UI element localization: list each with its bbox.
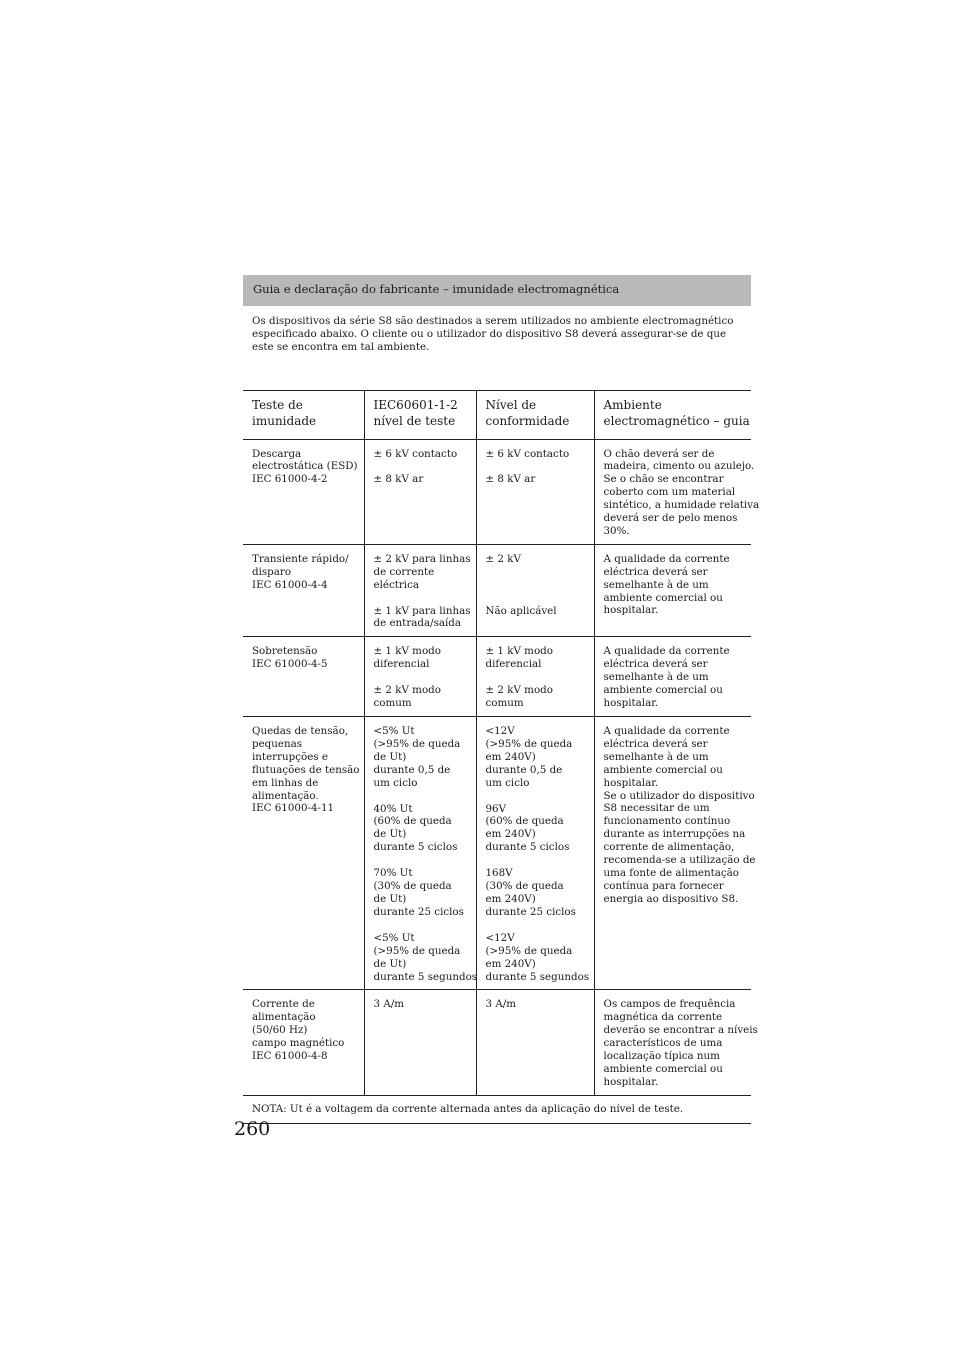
line-gap bbox=[486, 579, 588, 592]
cell-line: <12V bbox=[485, 725, 515, 737]
cell-line: durante 5 segundos bbox=[485, 970, 590, 983]
cell-line: IEC 61000-4-8 bbox=[252, 1050, 328, 1063]
header-line: Teste de bbox=[252, 398, 303, 412]
cell-line: durante 0,5 de bbox=[485, 763, 563, 776]
cell-line: ambiente comercial ou bbox=[603, 591, 723, 604]
line-gap bbox=[486, 592, 588, 605]
cell-line: ± 1 kV para linhas bbox=[373, 604, 471, 617]
cell-line: (>95% de queda bbox=[485, 737, 573, 750]
cell-line: eléctrica deverá ser bbox=[603, 737, 708, 750]
cell-line: semelhante à de um bbox=[603, 750, 709, 763]
cell-line: ± 8 kV ar bbox=[485, 473, 536, 486]
cell-line: durante 25 ciclos bbox=[485, 905, 576, 918]
cell-line: característicos de uma bbox=[603, 1037, 723, 1050]
cell-line: deverão se encontrar a níveis bbox=[603, 1024, 758, 1037]
cell-line: 168V bbox=[485, 867, 513, 880]
immunity-table-body bbox=[243, 391, 760, 1095]
cell-line: hospitalar. bbox=[603, 776, 659, 789]
header-line: Ambiente bbox=[603, 398, 662, 412]
cell-test bbox=[243, 439, 364, 544]
cell-line: (60% de queda bbox=[485, 815, 564, 828]
cell-line: energia ao dispositivo S8. bbox=[603, 892, 739, 905]
cell-line: hospitalar. bbox=[603, 697, 659, 709]
cell-line: O chão deverá ser de bbox=[603, 447, 715, 460]
cell-line: alimentação. bbox=[252, 789, 319, 802]
cell-line: ± 2 kV modo bbox=[373, 684, 441, 697]
cell-compliance bbox=[476, 439, 594, 544]
cell-line: Se o utilizador do dispositivo bbox=[603, 789, 755, 802]
cell-line: um ciclo bbox=[485, 776, 530, 789]
cell-line: ± 6 kV contacto bbox=[373, 447, 458, 460]
header-compliance bbox=[476, 391, 594, 439]
cell-line: eléctrica deverá ser bbox=[603, 658, 708, 671]
cell-line: comum bbox=[373, 697, 412, 710]
cell-line: localização típica num bbox=[603, 1050, 720, 1063]
cell-line: (50/60 Hz) bbox=[252, 1024, 308, 1037]
cell-line: coberto com um material bbox=[603, 486, 736, 499]
table-row bbox=[243, 439, 751, 544]
line-gap bbox=[374, 854, 470, 867]
cell-line: ± 2 kV bbox=[485, 552, 521, 565]
table-row bbox=[243, 637, 751, 717]
cell-line: diferencial bbox=[485, 658, 542, 671]
cell-level bbox=[364, 637, 476, 717]
cell-line: sintético, a humidade relativa bbox=[603, 499, 760, 512]
immunity-table bbox=[243, 391, 760, 1096]
cell-line: corrente de alimentação, bbox=[603, 841, 735, 854]
header-test bbox=[243, 391, 364, 439]
cell-line: <5% Ut bbox=[373, 931, 415, 944]
cell-line: contínua para fornecer bbox=[603, 879, 724, 892]
cell-compliance bbox=[476, 990, 594, 1095]
header-line: electromagnético – guia bbox=[603, 414, 750, 428]
cell-test bbox=[243, 717, 364, 990]
cell-line: Quedas de tensão, bbox=[252, 725, 349, 737]
cell-line: (30% de queda bbox=[485, 880, 564, 893]
cell-line: diferencial bbox=[373, 658, 430, 671]
line-gap bbox=[374, 919, 470, 932]
cell-line: durante as interrupções na bbox=[603, 828, 746, 841]
cell-level bbox=[364, 439, 476, 544]
cell-line: Descarga bbox=[252, 447, 302, 460]
cell-line: alimentação bbox=[252, 1011, 316, 1024]
emc-immunity-declaration bbox=[243, 275, 760, 1124]
cell-environment bbox=[594, 439, 760, 544]
header-line: nível de teste bbox=[373, 414, 456, 428]
cell-line: A qualidade da corrente bbox=[603, 725, 730, 737]
cell-line: (>95% de queda bbox=[373, 737, 461, 750]
cell-test bbox=[243, 990, 364, 1095]
cell-line: de Ut) bbox=[373, 828, 407, 841]
cell-line: 40% Ut bbox=[373, 802, 413, 815]
cell-test bbox=[243, 544, 364, 637]
cell-level bbox=[364, 544, 476, 637]
cell-line: ± 1 kV modo bbox=[373, 645, 441, 658]
line-gap bbox=[486, 790, 588, 803]
cell-line: hospitalar. bbox=[603, 604, 659, 617]
header-level bbox=[364, 391, 476, 439]
cell-line: <5% Ut bbox=[373, 725, 415, 737]
line-gap bbox=[374, 671, 470, 684]
cell-line: ± 6 kV contacto bbox=[485, 447, 570, 460]
cell-line: de corrente bbox=[373, 565, 435, 578]
table-title: Guia e declaração do fabricante – imunidade electromagnética bbox=[243, 275, 751, 306]
cell-line: comum bbox=[485, 697, 524, 710]
cell-test bbox=[243, 637, 364, 717]
cell-environment bbox=[594, 637, 751, 717]
cell-line: semelhante à de um bbox=[603, 578, 709, 591]
cell-line: pequenas bbox=[252, 737, 303, 750]
cell-line: 3 A/m bbox=[373, 998, 404, 1011]
cell-line: (>95% de queda bbox=[485, 944, 573, 957]
cell-compliance bbox=[476, 637, 594, 717]
table-row bbox=[243, 990, 751, 1095]
cell-line: de Ut) bbox=[373, 892, 407, 905]
cell-line: em 240V) bbox=[485, 892, 536, 905]
cell-compliance bbox=[476, 544, 594, 637]
cell-environment bbox=[594, 717, 756, 990]
page-number: 260 bbox=[234, 1118, 271, 1140]
cell-line: S8 necessitar de um bbox=[603, 802, 710, 815]
cell-line: em linhas de bbox=[252, 776, 319, 789]
cell-line: (>95% de queda bbox=[373, 944, 461, 957]
header-line: conformidade bbox=[485, 414, 570, 428]
cell-line: IEC 61000-4-11 bbox=[252, 802, 335, 815]
cell-line: magnética da corrente bbox=[603, 1011, 723, 1024]
line-gap bbox=[374, 460, 470, 473]
cell-line: durante 25 ciclos bbox=[373, 905, 464, 918]
header-line: Nível de bbox=[485, 398, 537, 412]
cell-line: semelhante à de um bbox=[603, 671, 709, 684]
cell-line: Sobretensão bbox=[252, 645, 318, 658]
cell-line: Os campos de frequência bbox=[603, 998, 736, 1011]
cell-line: eléctrica deverá ser bbox=[603, 565, 708, 578]
cell-line: madeira, cimento ou azulejo. bbox=[603, 460, 755, 473]
cell-environment bbox=[594, 990, 758, 1095]
cell-line: IEC 61000-4-2 bbox=[252, 473, 328, 486]
cell-line: IEC 61000-4-5 bbox=[252, 658, 328, 671]
cell-line: Corrente de bbox=[252, 998, 315, 1011]
cell-line: disparo bbox=[252, 565, 292, 578]
cell-line: Se o chão se encontrar bbox=[603, 473, 724, 486]
cell-line: de entrada/saída bbox=[373, 617, 462, 630]
cell-line: ambiente comercial ou bbox=[603, 1062, 723, 1075]
cell-line: ± 2 kV para linhas bbox=[373, 552, 471, 565]
cell-line: ± 1 kV modo bbox=[485, 645, 553, 658]
cell-line: A qualidade da corrente bbox=[603, 645, 730, 658]
cell-line: eléctrica bbox=[373, 578, 420, 591]
cell-line: hospitalar. bbox=[603, 1075, 659, 1088]
cell-line: em 240V) bbox=[485, 750, 536, 763]
cell-line: ambiente comercial ou bbox=[603, 763, 723, 776]
cell-level bbox=[364, 990, 476, 1095]
cell-environment bbox=[594, 544, 751, 637]
line-gap bbox=[486, 671, 588, 684]
cell-line: A qualidade da corrente bbox=[603, 552, 730, 565]
cell-line: 3 A/m bbox=[485, 998, 516, 1011]
cell-line: durante 5 ciclos bbox=[485, 841, 570, 854]
cell-line: durante 0,5 de bbox=[373, 763, 451, 776]
line-gap bbox=[486, 566, 588, 579]
cell-line: de Ut) bbox=[373, 957, 407, 970]
line-gap bbox=[486, 919, 588, 932]
cell-line: Transiente rápido/ bbox=[252, 552, 349, 565]
cell-line: um ciclo bbox=[373, 776, 418, 789]
intro-paragraph: Os dispositivos da série S8 são destinados a serem utilizados no ambiente electromagnético especificado abaixo. O cliente ou o utilizador do dispositivo S8 deverá assegurar-se de que este se encontra em tal ambiente. bbox=[243, 306, 751, 391]
table-note: NOTA: Ut é a voltagem da corrente alternada antes da aplicação do nível de teste. bbox=[243, 1096, 751, 1124]
header-environment bbox=[594, 391, 751, 439]
cell-line: 30%. bbox=[603, 524, 630, 537]
cell-line: ± 2 kV modo bbox=[485, 684, 553, 697]
cell-line: 96V bbox=[485, 802, 507, 815]
cell-line: deverá ser de pelo menos bbox=[603, 512, 738, 525]
cell-line: (60% de queda bbox=[373, 815, 452, 828]
cell-line: flutuações de tensão bbox=[252, 763, 360, 776]
cell-line: IEC 61000-4-4 bbox=[252, 578, 328, 591]
line-gap bbox=[486, 854, 588, 867]
header-row bbox=[243, 391, 751, 439]
cell-line: ± 8 kV ar bbox=[373, 473, 424, 486]
cell-line: funcionamento contínuo bbox=[603, 815, 731, 828]
cell-line: de Ut) bbox=[373, 750, 407, 763]
cell-line: electrostática (ESD) bbox=[252, 460, 358, 473]
cell-compliance bbox=[476, 717, 594, 990]
line-gap bbox=[486, 460, 588, 473]
header-line: imunidade bbox=[252, 414, 317, 428]
table-row bbox=[243, 544, 751, 637]
cell-line: (30% de queda bbox=[373, 880, 452, 893]
cell-line: Não aplicável bbox=[485, 604, 557, 617]
cell-line: durante 5 segundos bbox=[373, 970, 478, 983]
cell-line: uma fonte de alimentação bbox=[603, 866, 740, 879]
cell-line: recomenda-se a utilização de bbox=[603, 854, 756, 867]
cell-line: interrupções e bbox=[252, 750, 328, 763]
cell-line: durante 5 ciclos bbox=[373, 841, 458, 854]
cell-line: 70% Ut bbox=[373, 867, 413, 880]
cell-line: em 240V) bbox=[485, 828, 536, 841]
line-gap bbox=[374, 790, 470, 803]
line-gap bbox=[374, 592, 470, 605]
table-row bbox=[243, 717, 751, 990]
cell-line: ambiente comercial ou bbox=[603, 684, 723, 697]
cell-line: campo magnético bbox=[252, 1037, 345, 1050]
cell-line: em 240V) bbox=[485, 957, 536, 970]
cell-level bbox=[364, 717, 476, 990]
header-line: IEC60601-1-2 bbox=[373, 398, 458, 412]
cell-line: <12V bbox=[485, 931, 515, 944]
